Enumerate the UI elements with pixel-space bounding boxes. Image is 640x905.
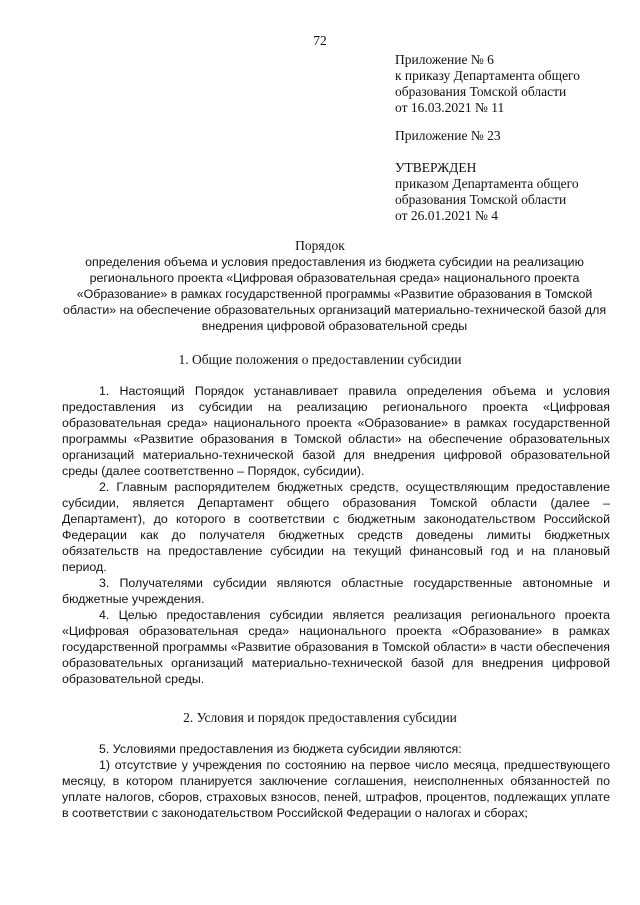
appendix-6-line: образования Томской области: [395, 84, 567, 99]
document-subtitle: определения объема и условия предоставления из бюджета субсидии на реализацию регионального проекта «Цифровая образовательная среда» национального проекта «Образование» в рамках государственной программы «Развитие образования в Томской области» на обеспечение образовательных организаций материально-технической базой для внедрения цифровой образовательной среды: [62, 255, 607, 333]
approval-line: УТВЕРЖДЕН: [395, 160, 477, 175]
paragraph: 2. Главным распорядителем бюджетных средств, осуществляющим предоставление субсидии, является Департамент общего образования Томской области (далее – Департамент), до которого в соответствии с бюджетным законодательством Российской Федерации как до получателя бюджетных средств доведены лимиты бюджетных обязательств на предоставление субсидии на текущий финансовый год и на плановый период.: [62, 480, 610, 574]
appendix-6-line: к приказу Департамента общего: [395, 68, 581, 83]
approval-stamp-text: [395, 160, 625, 224]
paragraph: 1. Настоящий Порядок устанавливает правила определения объема и условия предоставления из субсидии на реализацию регионального проекта «Цифровая образовательная среда» национального проекта «Образование» в рамках государственной программы «Развитие образования в Томской области» на обеспечение образовательных организаций материально-технической базой для внедрения цифровой образовательной среды (далее соответственно – Порядок, субсидии).: [62, 384, 610, 478]
section-2-heading: 2. Условия и порядок предоставления субсидии: [183, 710, 457, 725]
approval-line: приказом Департамента общего: [395, 176, 579, 191]
paragraph: 5. Условиями предоставления из бюджета субсидии являются:: [99, 742, 462, 756]
appendix-6-line: Приложение № 6: [395, 52, 494, 67]
document-title: Порядок: [295, 238, 345, 253]
section-2-body: [62, 741, 610, 821]
appendix-23-header: [395, 128, 625, 144]
section-1-heading: 1. Общие положения о предоставлении субсидии: [178, 352, 462, 367]
approval-line: от 26.01.2021 № 4: [395, 208, 498, 223]
page-number: 72: [313, 33, 327, 48]
section-1-body: [62, 383, 610, 687]
paragraph: 3. Получателями субсидии являются областные государственные автономные и бюджетные учреждения.: [62, 576, 610, 606]
paragraph: 1) отсутствие у учреждения по состоянию на первое число месяца, предшествующего месяцу, в котором планируется заключение соглашения, неисполненных обязанностей по уплате налогов, сборов, страховых взносов, пеней, штрафов, процентов, подлежащих уплате в соответствии с законодательством Российской Федерации о налогах и сборах;: [62, 758, 610, 820]
approval-line: образования Томской области: [395, 192, 567, 207]
appendix-23-line: Приложение № 23: [395, 128, 501, 143]
appendix-6-header: [395, 52, 625, 116]
paragraph: 4. Целью предоставления субсидии является реализация регионального проекта «Цифровая образовательная среда» национального проекта «Образование» в рамках государственной программы «Развитие образования в Томской области» в части обеспечения образовательных организаций материально-технической базой для внедрения цифровой образовательной среды.: [62, 608, 610, 686]
appendix-6-line: от 16.03.2021 № 11: [395, 100, 505, 115]
